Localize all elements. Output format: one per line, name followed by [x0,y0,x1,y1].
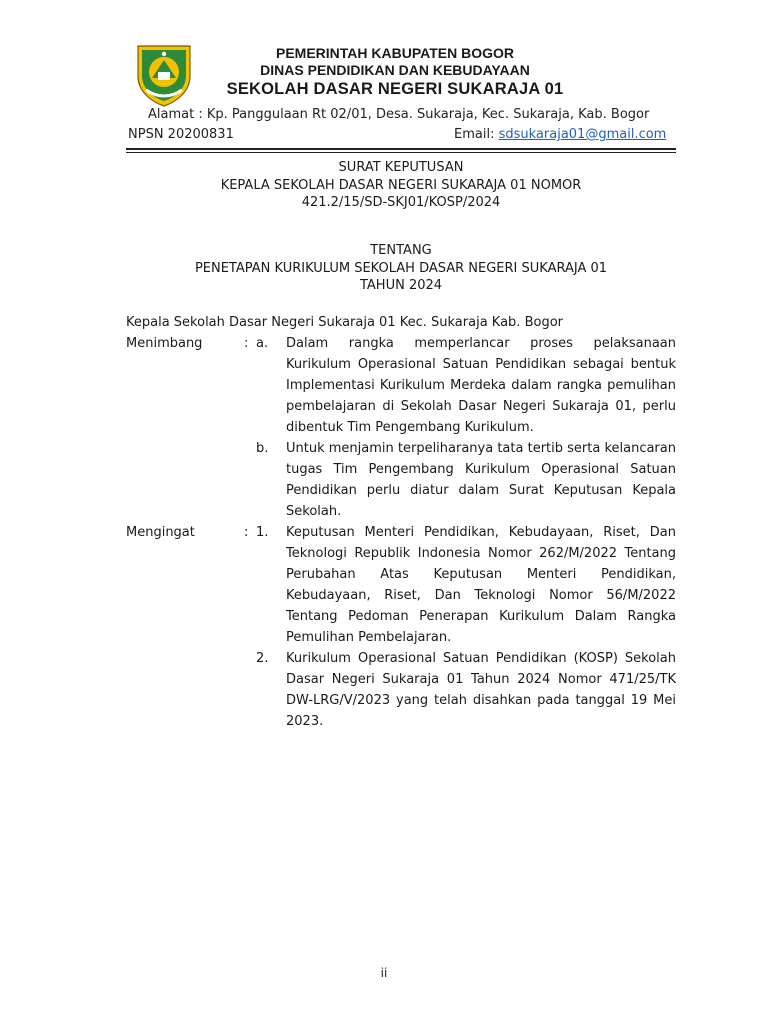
subject-line3: TAHUN 2024 [359,278,443,293]
mengingat-label: Mengingat [126,525,195,540]
item-marker: a. [256,336,269,351]
kabupaten-bogor-emblem-icon [132,42,196,108]
mengingat-colon: : [244,525,249,540]
school-name: SEKOLAH DASAR NEGERI SUKARAJA 01 [226,80,564,98]
item-text: Keputusan Menteri Pendidikan, Kebudayaan, Riset, Dan Teknologi Republik Indonesia Nomor 262/M/2022 Tentang Perubahan Atas Keputusan Menteri Pendidikan, Kebudayaan, Riset, Dan Teknologi Nomor 56/M/2022 Tentang Pedoman Penerapan Kurikulum Dalam Rangka Pemulihan Pembelajaran. [286,525,676,645]
letterhead-divider-thick [126,148,676,150]
issuer-line: Kepala Sekolah Dasar Negeri Sukaraja 01 Kec. Sukaraja Kab. Bogor [126,315,563,330]
school-email [454,127,666,142]
subject-line2: PENETAPAN KURIKULUM SEKOLAH DASAR NEGERI SUKARAJA 01 [194,260,608,276]
school-address: Alamat : Kp. Panggulaan Rt 02/01, Desa. Sukaraja, Kec. Sukaraja, Kab. Bogor [148,107,650,122]
item-text: Dalam rangka memperlancar proses pelaksanaan Kurikulum Operasional Satuan Pendidikan sebagai bentuk Implementasi Kurikulum Merdeka dalam rangka pemulihan pembelajaran di Sekolah Dasar Negeri Sukaraja 01, perlu dibentuk Tim Pengembang Kurikulum. [286,336,676,435]
decree-title-line2: KEPALA SEKOLAH DASAR NEGERI SUKARAJA 01 NOMOR [220,177,582,193]
decree-number: 421.2/15/SD-SKJ01/KOSP/2024 [301,195,501,210]
department-name: DINAS PENDIDIKAN DAN KEBUDAYAAN [260,62,530,78]
mengingat-item [126,522,676,648]
decree-subject [126,242,676,295]
menimbang-item [126,333,676,438]
page-number: ii [380,966,388,980]
email-link[interactable]: sdsukaraja01@gmail.com [498,127,667,142]
school-npsn: NPSN 20200831 [128,127,234,142]
menimbang-colon: : [244,336,249,351]
mengingat-item [126,648,676,732]
item-text: Untuk menjamin terpeliharanya tata tertib serta kelancaran tugas Tim Pengembang Kurikulum Operasional Satuan Pendidikan perlu diatur dalam Surat Keputusan Kepala Sekolah. [286,441,676,519]
government-name: PEMERINTAH KABUPATEN BOGOR [276,45,514,61]
email-label: Email: [454,127,499,142]
subject-line1: TENTANG [370,243,432,258]
letterhead-divider-thin [126,152,676,153]
item-marker: b. [256,441,269,456]
menimbang-item [126,438,676,522]
menimbang-label: Menimbang [126,336,203,351]
decree-title-line1: SURAT KEPUTUSAN [338,160,464,175]
letterhead [205,45,585,100]
item-marker: 2. [256,651,269,666]
decree-title [126,159,676,212]
item-text: Kurikulum Operasional Satuan Pendidikan (KOSP) Sekolah Dasar Negeri Sukaraja 01 Tahun 2024 Nomor 471/25/TK DW-LRG/V/2023 yang telah disahkan pada tanggal 19 Mei 2023. [286,651,676,729]
item-marker: 1. [256,525,269,540]
decree-body [126,312,676,732]
